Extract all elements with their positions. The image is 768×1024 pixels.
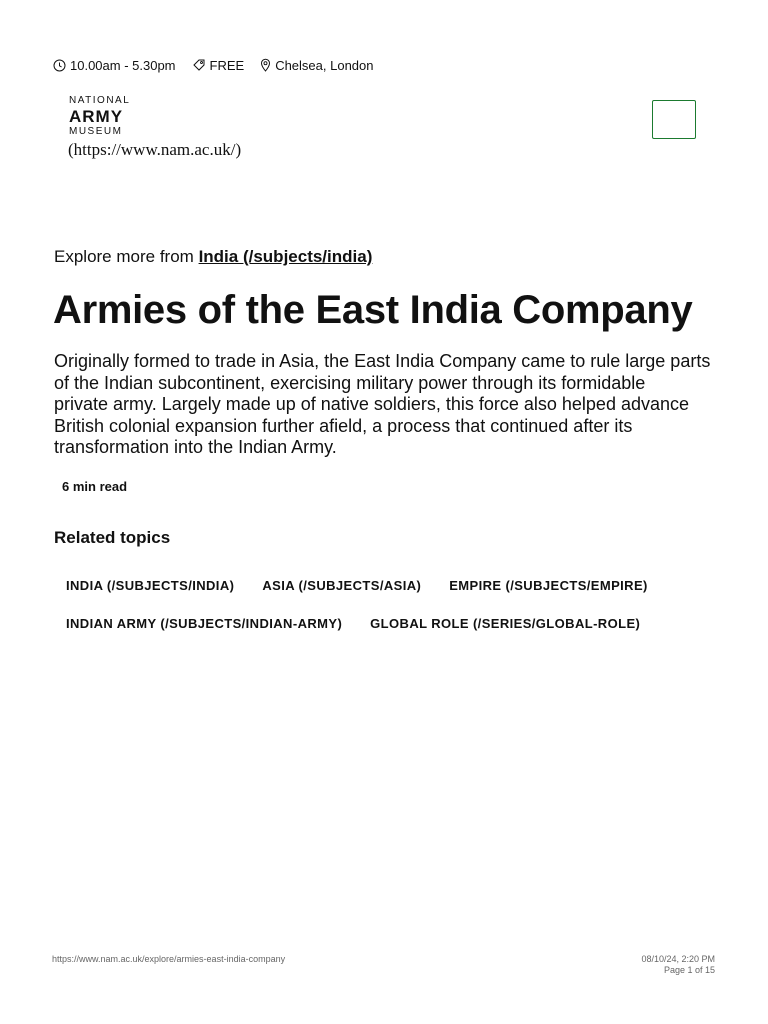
site-logo[interactable] bbox=[69, 96, 133, 137]
tag-global-role[interactable]: GLOBAL ROLE (/SERIES/GLOBAL-ROLE) bbox=[370, 615, 641, 631]
related-topics-list bbox=[54, 572, 734, 648]
explore-prefix: Explore more from bbox=[54, 247, 194, 266]
ticket-icon bbox=[192, 58, 206, 72]
opening-hours bbox=[53, 58, 176, 73]
map-pin-icon bbox=[260, 58, 271, 72]
print-datetime: 08/10/24, 2:20 PM bbox=[641, 954, 715, 964]
museum-location-text: Chelsea, London bbox=[275, 57, 374, 73]
intro-line: of the Indian subcontinent, exercising military power through its formidable bbox=[54, 372, 646, 393]
explore-more bbox=[54, 247, 372, 267]
explore-subject-link[interactable]: India (/subjects/india) bbox=[198, 247, 373, 266]
tag-asia[interactable]: ASIA (/SUBJECTS/ASIA) bbox=[262, 577, 422, 593]
print-footer-url: https://www.nam.ac.uk/explore/armies-east-india-company bbox=[52, 954, 286, 964]
logo-line-museum: MUSEUM bbox=[69, 126, 123, 137]
related-topics-heading: Related topics bbox=[54, 528, 171, 547]
opening-hours-text: 10.00am - 5.30pm bbox=[70, 57, 176, 73]
menu-button[interactable] bbox=[652, 100, 696, 139]
intro-line: British colonial expansion further afield, a process that continued after its bbox=[54, 415, 633, 436]
tag-indian-army[interactable]: INDIAN ARMY (/SUBJECTS/INDIAN-ARMY) bbox=[66, 615, 343, 631]
admission-price-text: FREE bbox=[209, 57, 245, 73]
logo-link-url[interactable]: (https://www.nam.ac.uk/) bbox=[68, 140, 242, 159]
tag-row bbox=[54, 610, 734, 636]
page-title: Armies of the East India Company bbox=[53, 288, 693, 332]
tag-row bbox=[54, 572, 734, 598]
tag-india[interactable]: INDIA (/SUBJECTS/INDIA) bbox=[66, 577, 235, 593]
museum-location bbox=[260, 58, 373, 73]
intro-line: private army. Largely made up of native soldiers, this force also helped advance bbox=[54, 394, 690, 414]
clock-icon bbox=[53, 59, 66, 72]
print-page-number: Page 1 of 15 bbox=[663, 965, 715, 975]
print-footer-meta bbox=[641, 954, 715, 976]
logo-line-army: ARMY bbox=[69, 107, 124, 126]
visitor-info-bar bbox=[53, 56, 390, 74]
tag-empire[interactable]: EMPIRE (/SUBJECTS/EMPIRE) bbox=[449, 577, 648, 593]
article-intro bbox=[54, 351, 718, 459]
admission-price bbox=[192, 58, 245, 73]
intro-line: Originally formed to trade in Asia, the East India Company came to rule large parts bbox=[54, 351, 711, 371]
logo-line-national: NATIONAL bbox=[69, 95, 131, 106]
intro-line: transformation into the Indian Army. bbox=[54, 437, 337, 457]
read-time: 6 min read bbox=[62, 479, 128, 494]
